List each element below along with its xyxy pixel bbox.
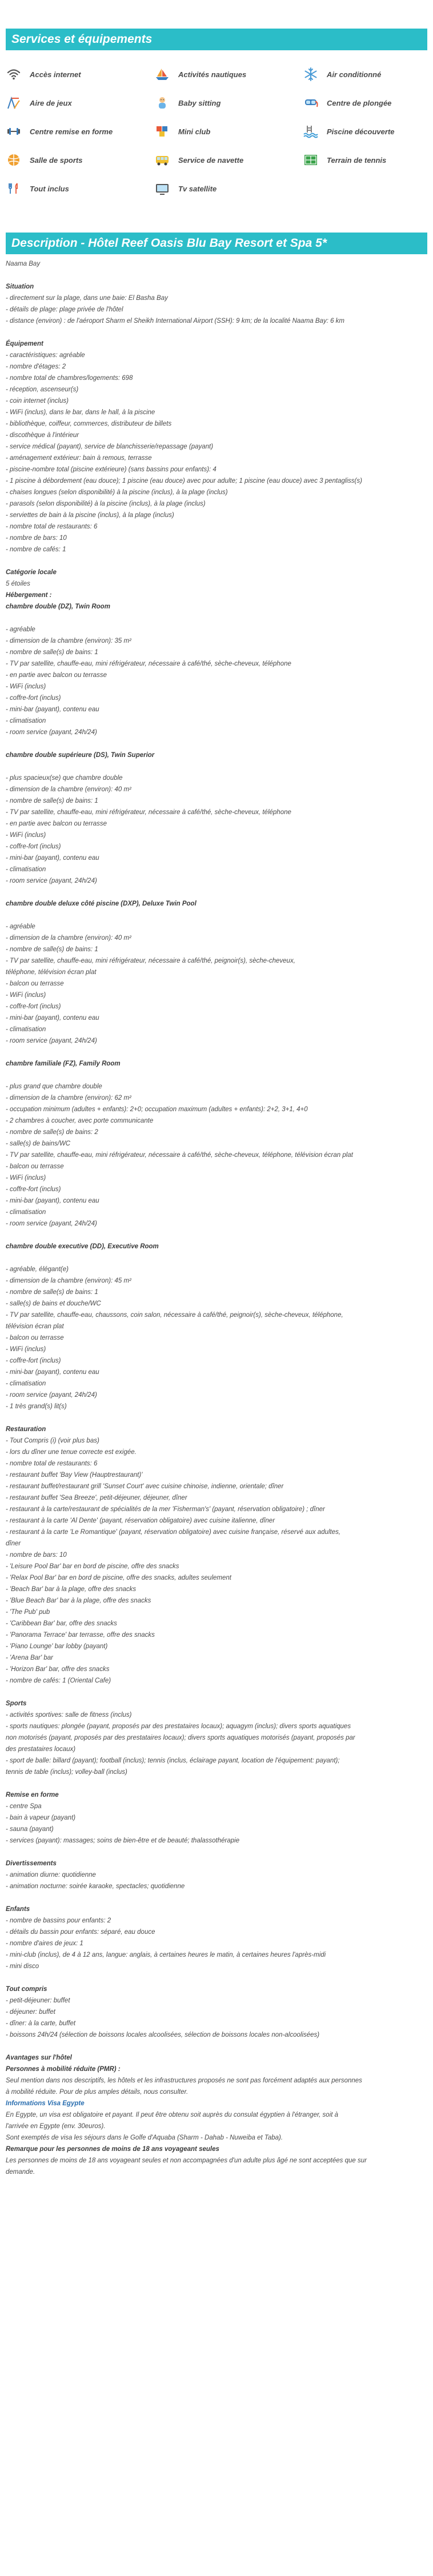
- service-item: [154, 60, 303, 89]
- description-line: tennis de table (inclus); volley-ball (inclus): [6, 1769, 127, 1776]
- description-subheading: Restauration: [6, 1426, 46, 1433]
- description-line: - coffre-fort (inclus): [6, 843, 61, 850]
- description-line: - déjeuner: buffet: [6, 2009, 55, 2016]
- description-subheading: Personnes à mobilité réduite (PMR) :: [6, 2066, 121, 2073]
- description-subheading: chambre double (DZ), Twin Room: [6, 603, 110, 610]
- description-line: - 'The Pub' pub: [6, 1609, 50, 1616]
- description-line: - nombre de bassins pour enfants: 2: [6, 1917, 111, 1924]
- description-line: - détails de plage: plage privée de l'hôtel: [6, 306, 123, 313]
- description-line: - nombre de bars: 10: [6, 535, 67, 542]
- service-item: [303, 60, 427, 89]
- description-line: - réception, ascenseur(s): [6, 386, 79, 393]
- description-line: - petit-déjeuner: buffet: [6, 1997, 70, 2004]
- description-line: [6, 1892, 427, 1904]
- description-title: Description - Hôtel Reef Oasis Blu Bay Resort et Spa 5*: [11, 237, 327, 250]
- service-item: [6, 146, 154, 174]
- description-line: - room service (payant, 24h/24): [6, 878, 97, 884]
- description-line: - agréable, élégant(e): [6, 1266, 69, 1273]
- service-item: [154, 117, 303, 146]
- description-line: - 'Caribbean Bar' bar, offre des snacks: [6, 1620, 117, 1627]
- description-line: [6, 761, 427, 772]
- tv-icon: [154, 181, 170, 197]
- description-line: - animation diurne: quotidienne: [6, 1872, 96, 1878]
- description-line: - 'Arena Bar' bar: [6, 1654, 54, 1661]
- description-subheading: chambre double supérieure (DS), Twin Superior: [6, 752, 155, 759]
- service-label: Activités nautiques: [178, 70, 247, 79]
- mini-club-icon: [154, 123, 170, 139]
- description-line: - TV par satellite, chauffe-eau, mini réfrigérateur, nécessaire à café/thé, sèche-cheveux, téléphone, télévision écran plat: [6, 1152, 353, 1159]
- description-line: - caractéristiques: agréable: [6, 352, 85, 359]
- description-line: - sport de balle: billard (payant); football (inclus); tennis (inclus, éclairage payant, location de l'équipement: payant);: [6, 1757, 340, 1764]
- description-line: - 1 piscine à débordement (eau douce); 1 piscine (eau douce) avec pour adulte; 1 piscine (eau douce) avec 3 pentagliss(s): [6, 478, 362, 484]
- description-line: - lors du dîner une tenue correcte est exigée.: [6, 1449, 137, 1456]
- baby-icon: [154, 95, 170, 111]
- description-line: - dîner: à la carte, buffet: [6, 2020, 76, 2027]
- description-line: [6, 1229, 427, 1241]
- description-line: - 'Piano Lounge' bar lobby (payant): [6, 1643, 108, 1650]
- service-label: Centre de plongée: [327, 98, 392, 107]
- description-line: [6, 1412, 427, 1424]
- description-line: - centre Spa: [6, 1803, 42, 1810]
- description-line: - occupation minimum (adultes + enfants): 2+0; occupation maximum (adultes + enfants): 2+2, 3+1, 4+0: [6, 1106, 308, 1113]
- description-line: [6, 1047, 427, 1058]
- description-line: - mini-bar (payant), contenu eau: [6, 1197, 99, 1204]
- service-label: Centre remise en forme: [30, 127, 113, 136]
- description-line: - dimension de la chambre (environ): 62 m²: [6, 1095, 131, 1101]
- description-subheading: Équipement: [6, 340, 43, 347]
- description-line: - nombre de salle(s) de bains: 1: [6, 649, 98, 656]
- service-label: Terrain de tennis: [327, 155, 387, 165]
- description-line: téléphone, télévision écran plat: [6, 969, 97, 976]
- description-line: [6, 1686, 427, 1698]
- wifi-icon: [6, 66, 22, 82]
- description-line: [6, 612, 427, 624]
- description-line: à mobilité réduite. Pour de plus amples détails, nous consulter.: [6, 2089, 189, 2096]
- description-subheading: Enfants: [6, 1906, 30, 1913]
- description-line: - dimension de la chambre (environ): 35 m²: [6, 638, 131, 644]
- description-subheading: Tout compris: [6, 1986, 47, 1993]
- playground-icon: [6, 95, 22, 111]
- diving-icon: [303, 95, 319, 111]
- description-line: - 'Horizon Bar' bar, offre des snacks: [6, 1666, 110, 1673]
- service-item: [6, 89, 154, 117]
- description-line: [6, 887, 427, 898]
- description-line: - mini-bar (payant), contenu eau: [6, 855, 99, 862]
- description-line: - en partie avec balcon ou terrasse: [6, 820, 107, 827]
- description-line: - nombre total de restaurants: 6: [6, 523, 98, 530]
- description-line: - nombre de bars: 10: [6, 1552, 67, 1559]
- description-line: - mini-bar (payant), contenu eau: [6, 706, 99, 713]
- description-line: [6, 270, 427, 281]
- description-line: - chaises longues (selon disponibilité) à la piscine (inclus), à la plage (inclus): [6, 489, 228, 496]
- description-line: - room service (payant, 24h/24): [6, 729, 97, 736]
- description-line: - coffre-fort (inclus): [6, 1003, 61, 1010]
- description-line: - bibliothèque, coiffeur, commerces, distributeur de billets: [6, 420, 172, 427]
- description-line: - en partie avec balcon ou terrasse: [6, 672, 107, 679]
- description-subheading: Situation: [6, 283, 34, 290]
- description-line: - nombre d'étages: 2: [6, 363, 66, 370]
- description-line: - TV par satellite, chauffe-eau, mini réfrigérateur, nécessaire à café/thé, sèche-cheveux, téléphone: [6, 809, 291, 816]
- description-line: - nombre de salle(s) de bains: 1: [6, 946, 98, 953]
- description-line: [6, 555, 427, 567]
- description-line: [6, 1069, 427, 1081]
- description-line: - plus grand que chambre double: [6, 1083, 102, 1090]
- gym-icon: [6, 152, 22, 168]
- service-item: [6, 60, 154, 89]
- service-label: Baby sitting: [178, 98, 221, 107]
- description-subheading: Sports: [6, 1700, 27, 1707]
- description-line: - mini disco: [6, 1963, 39, 1970]
- description-subheading: chambre double deluxe côté piscine (DXP), Deluxe Twin Pool: [6, 900, 197, 907]
- description-subheading: Divertissements: [6, 1860, 57, 1867]
- description-line: - services (payant): massages; soins de bien-être et de beauté; thalassothérapie: [6, 1837, 240, 1844]
- description-line: - climatisation: [6, 1209, 46, 1216]
- pool-icon: [303, 123, 319, 139]
- description-line: En Egypte, un visa est obligatoire et payant. Il peut être obtenu soit auprès du consulat égyptien à l'étranger, soit à: [6, 2112, 339, 2118]
- boat-icon: [154, 66, 170, 82]
- description-body: [6, 258, 427, 2178]
- service-label: Aire de jeux: [30, 98, 72, 107]
- description-line: - sauna (payant): [6, 1826, 54, 1833]
- service-label: Accès internet: [30, 70, 81, 79]
- description-line: - WiFi (inclus), dans le bar, dans le hall, à la piscine: [6, 409, 155, 416]
- service-label: Air conditionné: [327, 70, 382, 79]
- description-line: - WiFi (inclus): [6, 1175, 46, 1181]
- service-item: [154, 146, 303, 174]
- description-line: - WiFi (inclus): [6, 683, 46, 690]
- description-section-header: [6, 233, 427, 254]
- service-item: [6, 174, 154, 203]
- description-line: - animation nocturne: soirée karaoke, spectacles; quotidienne: [6, 1883, 185, 1890]
- service-label: Tout inclus: [30, 184, 69, 193]
- description-line: non motorisés (payant, proposés par des prestataires locaux); divers sports aquatiques motorisés (payant, proposés par: [6, 1734, 355, 1741]
- description-line: dîner: [6, 1540, 21, 1547]
- description-line: - 'Beach Bar' bar à la plage, offre des snacks: [6, 1586, 137, 1593]
- description-line: Les personnes de moins de 18 ans voyageant seules et non accompagnées d'un adulte plus âgé ne sont acceptées que sur: [6, 2157, 367, 2164]
- description-line: - distance (environ) : de l'aéroport Sharm el Sheikh International Airport (SSH): 9 km; de la localité Naama Bay: 6 km: [6, 318, 345, 324]
- description-line: - piscine-nombre total (piscine extérieure) (sans bassins pour enfants): 4: [6, 466, 216, 473]
- service-item: [6, 117, 154, 146]
- description-line: - salle(s) de bains/WC: [6, 1140, 71, 1147]
- description-line: demande.: [6, 2169, 35, 2176]
- services-title: Services et équipements: [11, 33, 153, 46]
- description-line: - 'Relax Pool Bar' bar en bord de piscine, offre des snacks, adultes seulement: [6, 1575, 231, 1581]
- description-line: - nombre de salle(s) de bains: 1: [6, 1289, 98, 1296]
- description-line: l'arrivée en Egypte (env. 30euros).: [6, 2123, 106, 2130]
- description-line: - coffre-fort (inclus): [6, 1186, 61, 1193]
- description-line: - nombre de salle(s) de bains: 1: [6, 798, 98, 804]
- description-line: - détails du bassin pour enfants: séparé, eau douce: [6, 1929, 155, 1936]
- description-line: - nombre de salle(s) de bains: 2: [6, 1129, 98, 1136]
- description-line: - WiFi (inclus): [6, 992, 46, 999]
- description-line: Naama Bay: [6, 261, 41, 267]
- description-line: 5 étoiles: [6, 580, 30, 587]
- service-label: Salle de sports: [30, 155, 83, 165]
- description-line: - sports nautiques: plongée (payant, proposés par des prestataires locaux); aquagym (inclus); divers sports aquatiques: [6, 1723, 351, 1730]
- description-line: - restaurant à la carte/restaurant de spécialités de la mer 'Fisherman's' (payant, réservation obligatoire) ; dîner: [6, 1506, 325, 1513]
- description-line: - dimension de la chambre (environ): 40 m²: [6, 935, 131, 942]
- description-line: - nombre d'aires de jeux: 1: [6, 1940, 83, 1947]
- description-line: - nombre de cafés: 1: [6, 546, 66, 553]
- description-line: - restaurant buffet 'Bay View (Hauptrestaurant)': [6, 1472, 143, 1479]
- description-line: - serviettes de bain à la piscine (inclus), à la plage (inclus): [6, 512, 174, 519]
- service-item: [303, 146, 427, 174]
- description-line: - salle(s) de bains et douche/WC: [6, 1300, 101, 1307]
- description-line: - WiFi (inclus): [6, 1346, 46, 1353]
- service-item: [154, 174, 303, 203]
- description-line: - nombre total de chambres/logements: 698: [6, 375, 133, 382]
- description-subheading: Remarque pour les personnes de moins de 18 ans voyageant seules: [6, 2146, 219, 2153]
- description-line: [6, 2041, 427, 2052]
- description-line: - plus spacieux(se) que chambre double: [6, 775, 123, 782]
- description-line: - bain à vapeur (payant): [6, 1814, 76, 1821]
- description-line: [6, 327, 427, 338]
- description-line: - balcon ou terrasse: [6, 980, 64, 987]
- description-line: télévision écran plat: [6, 1323, 64, 1330]
- description-line: - aménagement extérieur: bain à remous, terrasse: [6, 455, 152, 462]
- snowflake-icon: [303, 66, 319, 82]
- description-accent-heading: Informations Visa Egypte: [6, 2100, 85, 2107]
- description-line: - 1 très grand(s) lit(s): [6, 1403, 67, 1410]
- description-line: - restaurant buffet/restaurant grill 'Sunset Court' avec cuisine chinoise, indienne, orientale; dîner: [6, 1483, 284, 1490]
- shuttle-icon: [154, 152, 170, 168]
- description-line: - balcon ou terrasse: [6, 1163, 64, 1170]
- service-item: [303, 89, 427, 117]
- fitness-icon: [6, 123, 22, 139]
- description-subheading: chambre familiale (FZ), Family Room: [6, 1060, 121, 1067]
- description-line: - WiFi (inclus): [6, 832, 46, 839]
- description-line: - coffre-fort (inclus): [6, 695, 61, 702]
- description-line: [6, 1972, 427, 1984]
- description-line: - TV par satellite, chauffe-eau, chaussons, coin salon, nécessaire à café/thé, peignoir(s), sèche-cheveux, téléphone,: [6, 1312, 343, 1319]
- service-label: Tv satellite: [178, 184, 217, 193]
- description-subheading: chambre double executive (DD), Executive Room: [6, 1243, 159, 1250]
- description-line: - room service (payant, 24h/24): [6, 1220, 97, 1227]
- description-line: - nombre total de restaurants: 6: [6, 1460, 98, 1467]
- service-label: Piscine découverte: [327, 127, 395, 136]
- description-line: - room service (payant, 24h/24): [6, 1037, 97, 1044]
- description-line: - discothèque à l'intérieur: [6, 432, 79, 439]
- description-line: - TV par satellite, chauffe-eau, mini réfrigérateur, nécessaire à café/thé, peignoir(s), sèche-cheveux,: [6, 958, 295, 964]
- description-line: - restaurant à la carte 'Le Romantique' (payant, réservation obligatoire) avec cuisine française, réservé aux adultes,: [6, 1529, 341, 1536]
- all-inclusive-icon: [6, 181, 22, 197]
- description-line: - 'Leisure Pool Bar' bar en bord de piscine, offre des snacks: [6, 1563, 179, 1570]
- description-line: - dimension de la chambre (environ): 45 m²: [6, 1277, 131, 1284]
- description-line: [6, 1252, 427, 1264]
- description-subheading: Remise en forme: [6, 1792, 59, 1798]
- description-line: - parasols (selon disponibilité) à la piscine (inclus), à la plage (inclus): [6, 500, 206, 507]
- description-line: - agréable: [6, 923, 35, 930]
- description-line: - climatisation: [6, 1026, 46, 1033]
- description-line: - coffre-fort (inclus): [6, 1357, 61, 1364]
- description-line: - balcon ou terrasse: [6, 1335, 64, 1341]
- description-line: Sont exemptés de visa les séjours dans le Golfe d'Aquaba (Sharm - Dahab - Nuweiba et Taba).: [6, 2134, 283, 2141]
- description-line: - Tout Compris (i) (voir plus bas): [6, 1437, 99, 1444]
- description-line: - boissons 24h/24 (sélection de boissons locales alcoolisées, sélection de boissons locales non-alcoolisées): [6, 2032, 320, 2038]
- service-label: Mini club: [178, 127, 211, 136]
- description-line: - climatisation: [6, 866, 46, 873]
- description-line: - 2 chambres à coucher, avec porte communicante: [6, 1117, 154, 1124]
- description-line: des prestataires locaux): [6, 1746, 76, 1753]
- services-grid: [6, 60, 427, 203]
- description-line: [6, 910, 427, 921]
- description-line: [6, 1778, 427, 1789]
- description-line: - nombre de cafés: 1 (Oriental Cafe): [6, 1677, 111, 1684]
- description-line: - 'Panorama Terrace' bar terrasse, offre des snacks: [6, 1632, 155, 1638]
- description-line: - agréable: [6, 626, 35, 633]
- description-line: - dimension de la chambre (environ): 40 m²: [6, 786, 131, 793]
- description-line: - climatisation: [6, 1380, 46, 1387]
- description-line: - mini-club (inclus), de 4 à 12 ans, langue: anglais, à certaines heures le matin, à certaines heures l'après-midi: [6, 1952, 326, 1958]
- service-item: [154, 89, 303, 117]
- description-subheading: Avantages sur l'hôtel: [6, 2054, 72, 2061]
- description-line: - TV par satellite, chauffe-eau, mini réfrigérateur, nécessaire à café/thé, sèche-cheveux, téléphone: [6, 660, 291, 667]
- description-line: - coin internet (inclus): [6, 398, 69, 404]
- description-line: Seul mention dans nos descriptifs, les hôtels et les infrastructures proposés ne sont pas forcément adaptés aux personnes: [6, 2077, 362, 2084]
- description-line: - restaurant buffet 'Sea Breeze', petit-déjeuner, déjeuner, dîner: [6, 1495, 187, 1501]
- description-line: - room service (payant, 24h/24): [6, 1392, 97, 1399]
- service-item: [303, 117, 427, 146]
- service-label: Service de navette: [178, 155, 244, 165]
- description-line: - restaurant à la carte 'Al Dente' (payant, réservation obligatoire) avec cuisine italienne, dîner: [6, 1517, 275, 1524]
- description-subheading: Catégorie locale: [6, 569, 57, 576]
- services-section-header: [6, 29, 427, 50]
- description-line: - mini-bar (payant), contenu eau: [6, 1015, 99, 1021]
- description-line: - directement sur la plage, dans une baie: El Basha Bay: [6, 295, 168, 302]
- description-line: - activités sportives: salle de fitness (inclus): [6, 1712, 132, 1718]
- description-line: - mini-bar (payant), contenu eau: [6, 1369, 99, 1376]
- tennis-icon: [303, 152, 319, 168]
- description-line: - service médical (payant), service de blanchisserie/repassage (payant): [6, 443, 214, 450]
- description-line: [6, 1846, 427, 1858]
- description-line: [6, 738, 427, 750]
- description-line: - 'Blue Beach Bar' bar à la plage, offre des snacks: [6, 1597, 151, 1604]
- description-line: - climatisation: [6, 718, 46, 724]
- description-subheading: Hébergement :: [6, 592, 52, 599]
